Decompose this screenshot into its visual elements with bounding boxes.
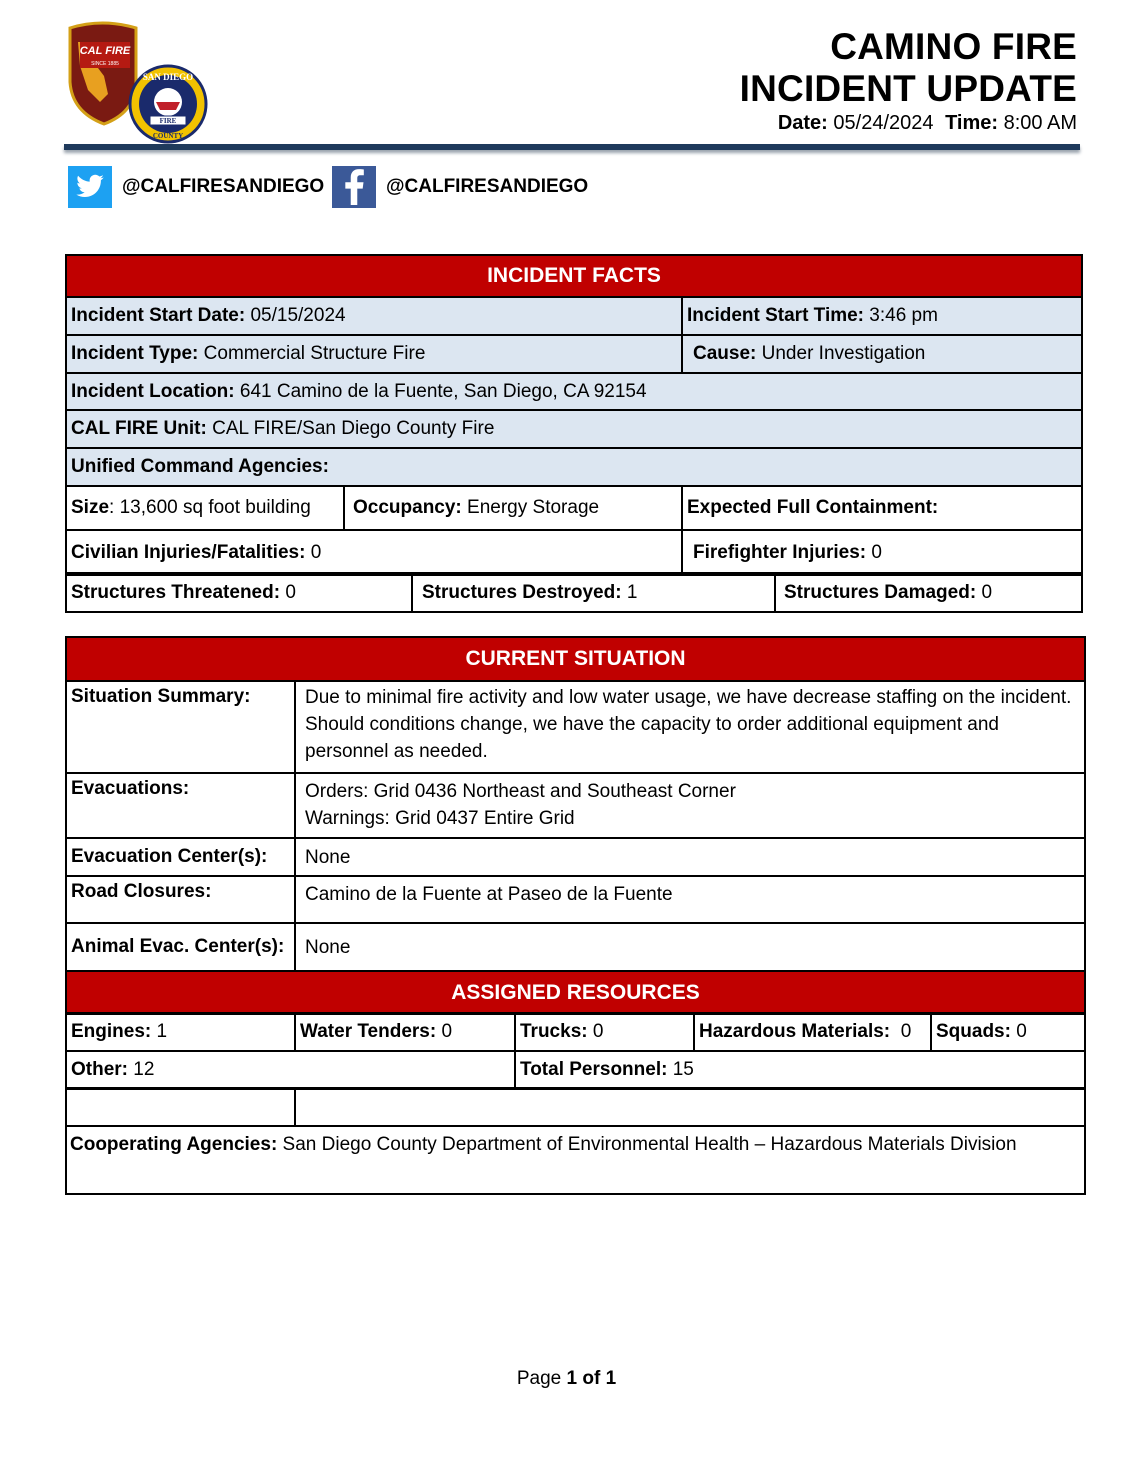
assigned-resources-heading: ASSIGNED RESOURCES [66, 971, 1085, 1014]
animal-label-cell [66, 923, 295, 971]
road-label-cell [66, 876, 295, 923]
unit-value: CAL FIRE/San Diego County Fire [212, 418, 495, 439]
damaged-value: 0 [981, 581, 993, 603]
threatened-label: Structures Threatened: [71, 581, 281, 603]
road-value: Camino de la Fuente at Paseo de la Fuente [295, 876, 1085, 923]
twitter-icon [68, 166, 112, 208]
table-row [66, 1013, 1085, 1051]
current-situation-header [66, 637, 1085, 681]
evac-orders: Orders: Grid 0436 Northeast and Southeast Corner [305, 781, 736, 802]
start-date-cell [66, 297, 682, 335]
evac-label: Evacuations: [71, 778, 190, 799]
destroyed-cell [412, 573, 775, 612]
current-situation-table [65, 636, 1086, 1015]
start-date-value: 05/15/2024 [250, 305, 346, 326]
evac-value-cell [295, 773, 1085, 838]
civilian-value: 0 [310, 541, 322, 563]
location-value: 641 Camino de la Fuente, San Diego, CA 92154 [239, 380, 647, 402]
other-label: Other: [71, 1059, 128, 1080]
location-label: Incident Location: [71, 380, 235, 402]
agencies-label: Unified Command Agencies: [71, 456, 329, 477]
location-cell [66, 373, 1082, 410]
empty-cell [295, 1088, 1085, 1126]
occupancy-cell [344, 486, 682, 530]
tenders-label: Water Tenders: [300, 1021, 437, 1042]
page-prefix: Page [516, 1368, 562, 1389]
table-row [66, 335, 1082, 373]
time-value: 8:00 AM [1003, 112, 1077, 134]
threatened-value: 0 [285, 581, 296, 603]
incident-facts-table [65, 254, 1083, 576]
animal-value: None [295, 923, 1085, 971]
damaged-cell [775, 573, 1082, 612]
current-situation-heading: CURRENT SITUATION [66, 637, 1085, 681]
trucks-value: 0 [592, 1021, 604, 1042]
assigned-resources-header [66, 971, 1085, 1014]
facebook-icon [332, 166, 376, 208]
personnel-value: 15 [672, 1059, 694, 1080]
table-row [66, 838, 1085, 876]
hazmat-cell [694, 1013, 931, 1051]
trucks-cell [515, 1013, 694, 1051]
empty-cell [66, 1088, 295, 1126]
engines-value: 1 [156, 1021, 168, 1042]
size-cell [66, 486, 344, 530]
table-row [66, 486, 1082, 530]
cause-label: Cause: [693, 343, 757, 364]
incident-type-label: Incident Type: [71, 343, 199, 364]
containment-label: Expected Full Containment: [687, 497, 939, 518]
personnel-label: Total Personnel: [520, 1059, 668, 1080]
table-row [66, 876, 1085, 923]
squads-value: 0 [1016, 1021, 1027, 1042]
page-total: 1 [605, 1368, 617, 1389]
squads-cell [931, 1013, 1085, 1051]
firefighter-value: 0 [871, 541, 882, 563]
civilian-cell [66, 530, 682, 575]
table-row [66, 923, 1085, 971]
title-line-2: INCIDENT UPDATE [739, 68, 1077, 109]
firefighter-label: Firefighter Injuries: [693, 541, 867, 563]
coop-value: San Diego County Department of Environmental Health – Hazardous Materials Division [282, 1134, 1017, 1155]
facebook-link[interactable] [332, 166, 588, 208]
evac-center-label: Evacuation Center(s): [71, 846, 268, 867]
incident-facts-header [66, 255, 1082, 297]
table-row [66, 530, 1082, 575]
cause-cell [682, 335, 1082, 373]
trucks-label: Trucks: [520, 1021, 588, 1042]
table-row [66, 573, 1082, 612]
size-value: : 13,600 sq foot building [109, 497, 311, 518]
date-time-line [778, 112, 1077, 135]
damaged-label: Structures Damaged: [784, 581, 977, 603]
squads-label: Squads: [936, 1021, 1011, 1042]
other-value: 12 [133, 1059, 155, 1080]
destroyed-value: 1 [626, 581, 638, 603]
containment-cell [682, 486, 1082, 530]
animal-label: Animal Evac. Center(s): [71, 936, 285, 957]
page-current: 1 [566, 1368, 578, 1389]
occupancy-value: Energy Storage [467, 497, 600, 518]
svg-text:COUNTY: COUNTY [152, 132, 184, 140]
calfire-sdfire-logo [64, 20, 210, 144]
svg-text:SINCE 1885: SINCE 1885 [91, 61, 119, 67]
table-row [66, 1126, 1085, 1194]
time-label: Time: [945, 112, 999, 134]
date-label: Date: [777, 112, 828, 134]
table-row [66, 410, 1082, 448]
header-divider [64, 144, 1080, 150]
civilian-label: Civilian Injuries/Fatalities: [71, 541, 306, 563]
size-label: Size [71, 497, 110, 518]
incident-facts-heading: INCIDENT FACTS [66, 255, 1082, 297]
table-row [66, 448, 1082, 486]
start-time-value: 3:46 pm [869, 305, 938, 326]
cause-value: Under Investigation [761, 343, 926, 364]
facebook-handle: @CALFIRESANDIEGO [386, 176, 589, 197]
table-row [66, 373, 1082, 410]
cooperating-table [65, 1087, 1086, 1195]
firefighter-cell [682, 530, 1082, 575]
tenders-cell [295, 1013, 515, 1051]
incident-type-cell [66, 335, 682, 373]
engines-cell [66, 1013, 295, 1051]
svg-text:SAN DIEGO: SAN DIEGO [142, 72, 194, 82]
svg-text:FIRE: FIRE [159, 117, 177, 125]
other-cell [66, 1051, 515, 1089]
title-line-1: CAMINO FIRE [830, 26, 1077, 67]
table-row [66, 1051, 1085, 1089]
summary-value: Due to minimal fire activity and low water usage, we have decrease staffing on the incident. Should conditions change, we have the capacity to order additional equipment and personnel as needed. [295, 681, 1085, 773]
engines-label: Engines: [71, 1021, 152, 1042]
incident-type-value: Commercial Structure Fire [203, 343, 426, 364]
summary-label: Situation Summary: [71, 686, 251, 707]
evac-center-label-cell [66, 838, 295, 876]
svg-text:CAL FIRE: CAL FIRE [79, 45, 131, 57]
hazmat-value: 0 [900, 1021, 912, 1042]
table-row [66, 681, 1085, 773]
threatened-cell [66, 573, 412, 612]
evac-center-value: None [295, 838, 1085, 876]
agency-logos [64, 20, 210, 144]
page-of: of [582, 1368, 601, 1389]
table-row [66, 773, 1085, 838]
evac-label-cell [66, 773, 295, 838]
structures-table [65, 572, 1083, 613]
document-title [740, 26, 1077, 110]
road-label: Road Closures: [71, 881, 212, 902]
summary-label-cell [66, 681, 295, 773]
table-row [66, 1088, 1085, 1126]
twitter-link[interactable] [68, 166, 324, 208]
coop-label: Cooperating Agencies: [70, 1134, 278, 1155]
table-row [66, 297, 1082, 335]
unit-label: CAL FIRE Unit: [71, 418, 207, 439]
cooperating-cell [66, 1126, 1085, 1194]
unit-cell [66, 410, 1082, 448]
page-number [0, 1368, 1133, 1390]
start-time-cell [682, 297, 1082, 335]
twitter-handle: @CALFIRESANDIEGO [122, 176, 325, 197]
date-value: 05/24/2024 [833, 112, 934, 134]
destroyed-label: Structures Destroyed: [422, 581, 622, 603]
agencies-cell [66, 448, 1082, 486]
start-time-label: Incident Start Time: [687, 305, 865, 326]
start-date-label: Incident Start Date: [71, 305, 246, 326]
hazmat-label: Hazardous Materials: [699, 1021, 891, 1042]
tenders-value: 0 [441, 1021, 453, 1042]
personnel-cell [515, 1051, 1085, 1089]
resources-table [65, 1012, 1086, 1090]
occupancy-label: Occupancy: [353, 497, 462, 518]
evac-warnings: Warnings: Grid 0437 Entire Grid [305, 808, 575, 829]
